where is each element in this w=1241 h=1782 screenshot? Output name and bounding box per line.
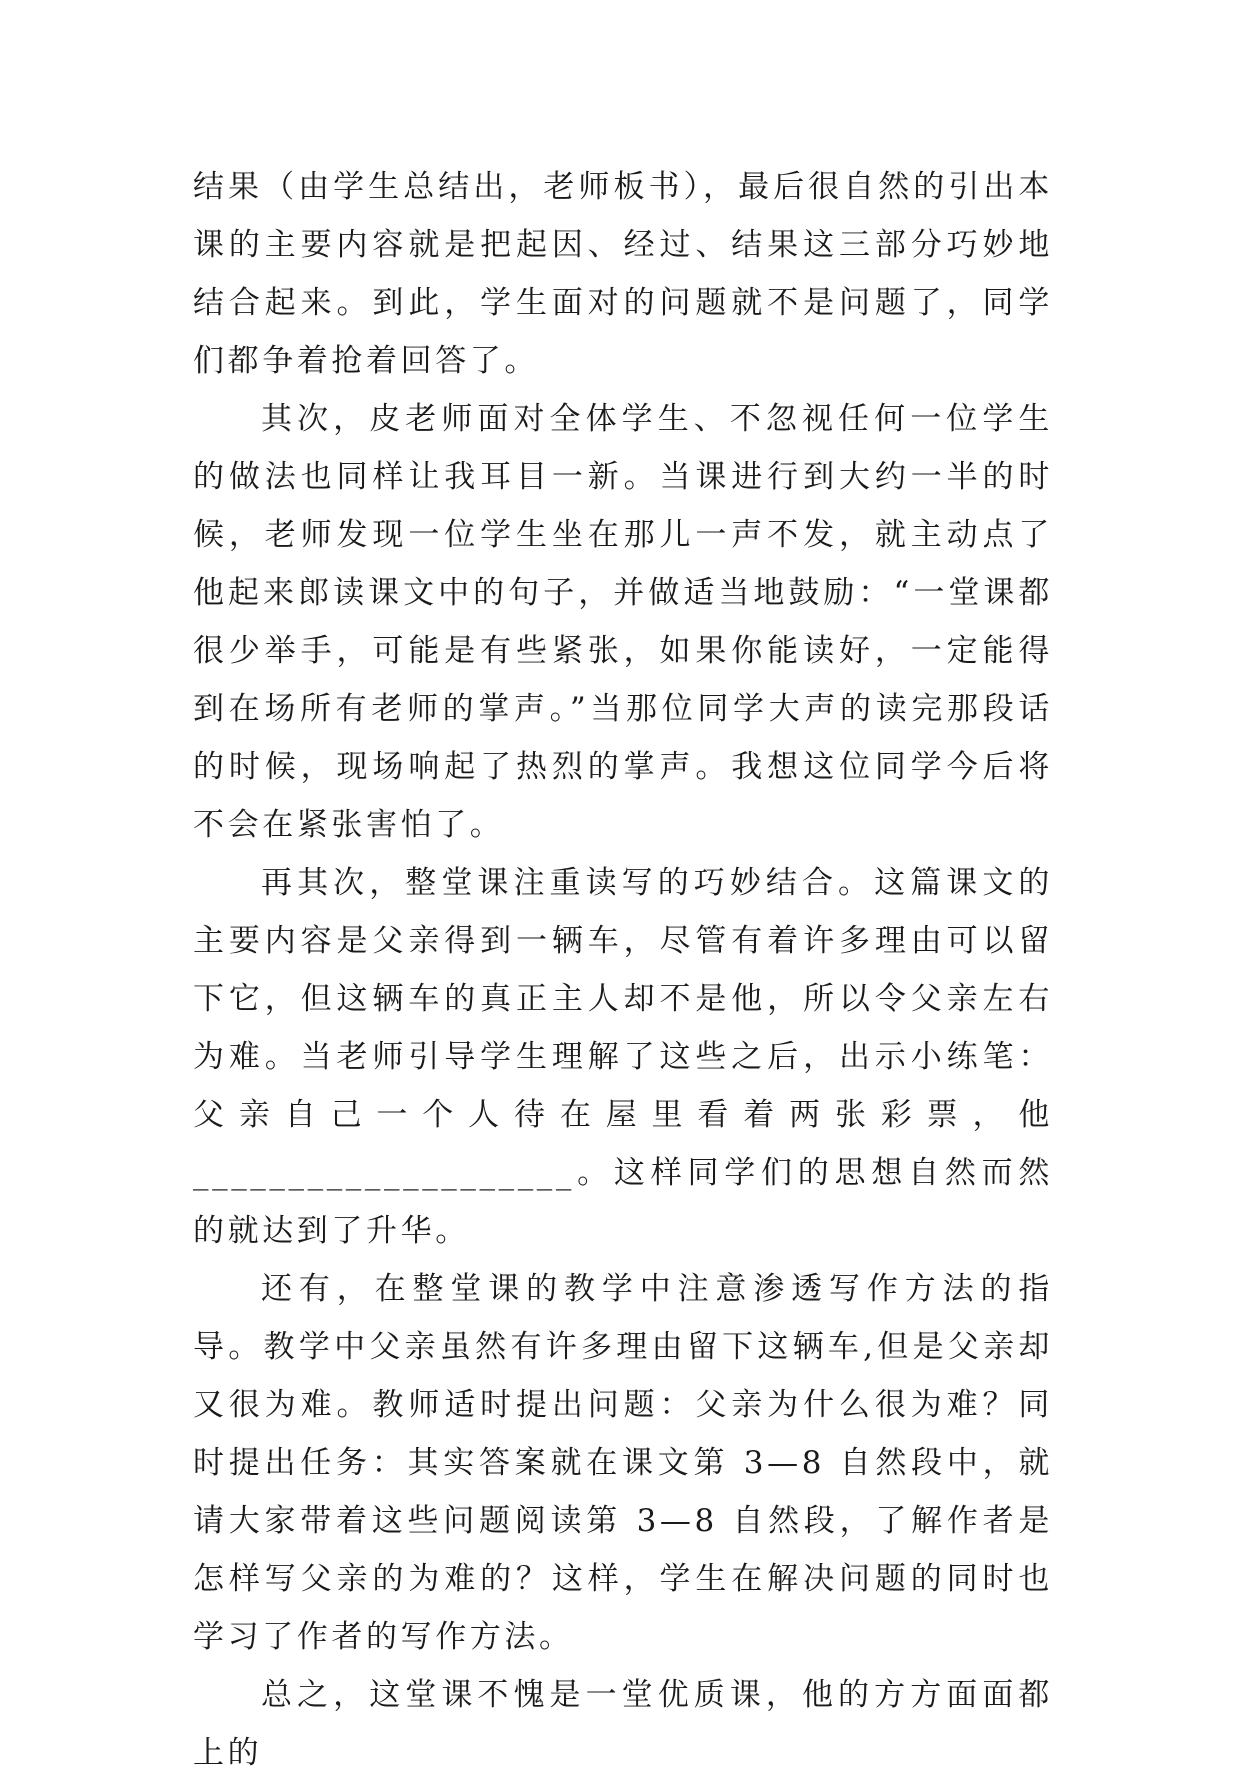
paragraph-third-point: 再其次，整堂课注重读写的巧妙结合。这篇课文的主要内容是父亲得到一辆车，尽管有着许多理由可以留下它，但这辆车的真正主人却不是他，所以令父亲左右为难。当老师引导学生理解了这些之后，出示小练笔：父亲自己一个人待在屋里看着两张彩票，他____________________。这样同学们的思想自然而然的就达到了升华。: [193, 865, 1053, 1249]
paragraph-second-point: 其次，皮老师面对全体学生、不忽视任何一位学生的做法也同样让我耳目一新。当课进行到大约一半的时候，老师发现一位学生坐在那儿一声不发，就主动点了他起来郎读课文中的句子，并做适当地鼓励：“一堂课都很少举手，可能是有些紧张，如果你能读好，一定能得到在场所有老师的掌声。”当那位同学大声的读完那段话的时候，现场响起了热烈的掌声。我想这位同学今后将不会在紧张害怕了。: [193, 401, 1053, 843]
document-body: [193, 158, 1053, 1782]
paragraph-conclusion: 总之，这堂课不愧是一堂优质课，他的方方面面都上的: [193, 1677, 1053, 1771]
paragraph-continuation: 结果（由学生总结出，老师板书），最后很自然的引出本课的主要内容就是把起因、经过、结果这三部分巧妙地结合起来。到此，学生面对的问题就不是问题了，同学们都争着抢着回答了。: [193, 169, 1053, 379]
paragraph-fourth-point: 还有，在整堂课的教学中注意渗透写作方法的指导。教学中父亲虽然有许多理由留下这辆车,但是父亲却又很为难。教师适时提出问题：父亲为什么很为难？同时提出任务：其实答案就在课文第 3—8 自然段中，就请大家带着这些问题阅读第 3—8 自然段，了解作者是怎样写父亲的为难的？这样，学生在解决问题的同时也学习了作者的写作方法。: [193, 1271, 1053, 1655]
